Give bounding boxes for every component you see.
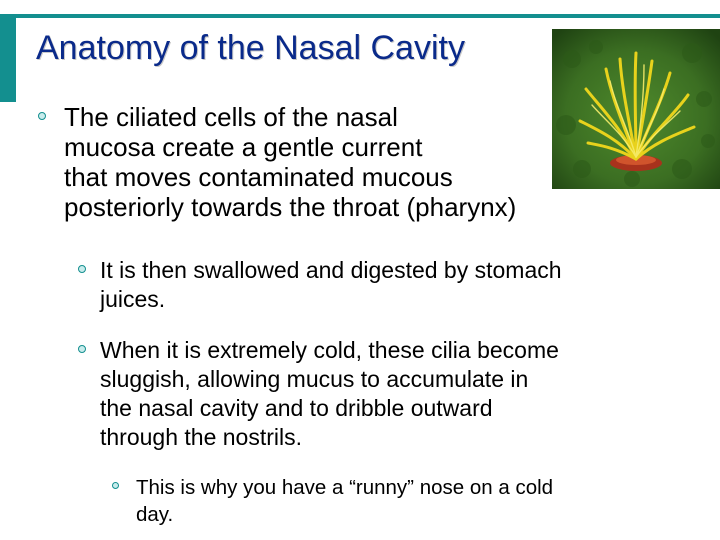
bullet-text: [136, 474, 676, 528]
bullet-dot-icon: [112, 482, 119, 489]
bullet-line: It is then swallowed and digested by stomach: [100, 257, 562, 283]
bullet-line: When it is extremely cold, these cilia become: [100, 337, 559, 363]
bullet-line: This is why you have a “runny” nose on a cold: [136, 476, 554, 499]
bullet-line: day.: [136, 503, 174, 526]
bullet-text: [64, 102, 664, 222]
bullet-line: The ciliated cells of the nasal: [64, 102, 398, 132]
bullet-line: through the nostrils.: [100, 424, 303, 450]
header-accent-rule: [0, 14, 720, 18]
bullet-line: posteriorly towards the throat (pharynx): [64, 192, 517, 222]
bullet-text: [100, 256, 670, 314]
bullet-line: that moves contaminated mucous: [64, 162, 453, 192]
bullet-dot-icon: [78, 345, 86, 353]
bullet-line: sluggish, allowing mucus to accumulate in: [100, 366, 529, 392]
header-accent-bar: [0, 14, 16, 102]
slide-title: Anatomy of the Nasal Cavity: [36, 29, 465, 67]
bullet-text: [100, 336, 670, 452]
bullet-dot-icon: [38, 112, 46, 120]
bullet-line: the nasal cavity and to dribble outward: [100, 395, 493, 421]
bullet-line: juices.: [100, 286, 166, 312]
bullet-line: mucosa create a gentle current: [64, 132, 423, 162]
bullet-dot-icon: [78, 265, 86, 273]
